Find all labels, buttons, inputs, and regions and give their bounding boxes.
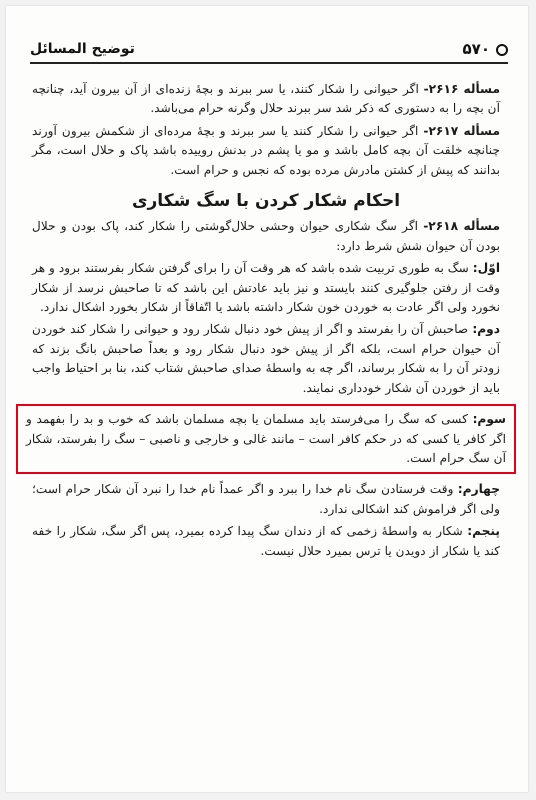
condition-fourth: چهارم: وقت فرستادن سگ نام خدا را ببرد و اگر عمداً نام خدا را نبرد آن شکار حرام است؛ ولی اگر فراموش کند اشکالی ندارد. [32,482,500,516]
page-number: ۵۷۰ [463,40,508,58]
ruling-2616: مسأله ۲۶۱۶- اگر حیوانی را شکار کنند، یا سر ببرند و بچهٔ زنده‌ای از آن بیرون آید، چنانچه آن بچه را به دستوری که ذکر شد سر ببرند حلال وگرنه حرام می‌باشد. [32,82,501,116]
book-title: توضیح المسائل [30,41,135,57]
ruling-2618: مسأله ۲۶۱۸- اگر سگ شکاری حیوان وحشی حلال‌گوشتی را شکار کند، پاک بودن و حلال بودن آن حیوان شش شرط دارد: [32,219,501,253]
book-page [6,6,528,792]
ruling-2617: مسأله ۲۶۱۷- اگر حیوانی را شکار کنند یا سر ببرند و بچهٔ مرده‌ای از شکمش بیرون آورند چنانچه خلقت آن بچه کامل باشد و مو یا پشم در بدنش روییده باشد پاک و حلال است، مگر بدانند که پیش از کشتن مادرش مرده بوده که نجس و حرام است. [32,123,500,177]
circle-ornament-icon [496,44,508,56]
page-header [30,40,508,64]
condition-first: اوّل: سگ به طوری تربیت شده باشد که هر وقت آن را برای گرفتن شکار بفرستند برود و هر وقت از رفتن جلوگیری کنند بایستد و نیز باید عادتش این باشد که تا صاحبش نرسد از شکار نخورد ولی اگر عادت به خوردن خون شکار داشته باشد یا اتّفاقاً از شکار بخورد اشکال ندارد. [32,261,500,315]
page-content [26,80,506,564]
condition-third: سوم: کسی که سگ را می‌فرستد باید مسلمان یا بچه مسلمان باشد که خوب و بد را بفهمد و اگر کافر یا کسی که در حکم کافر است – مانند غالی و خارجی و ناصبی – سگ را بفرستد، شکار آن سگ حرام است. [26,412,506,465]
section-title: احکام شکار کردن با سگ شکاری [131,191,401,212]
condition-fifth: پنجم: شکار به واسطهٔ زخمی که از دندان سگ پیدا کرده بمیرد، پس اگر سگ، شکار را خفه کند یا شکار از دویدن یا ترس بمیرد حلال نیست. [32,524,500,558]
highlight-box [16,404,516,474]
condition-second: دوم: صاحبش آن را بفرستد و اگر از پیش خود دنبال شکار رود و حیوانی را شکار کند خوردن آن حیوان حرام است، بلکه اگر از پیش خود دنبال شکار رود و بعداً صاحبش بانگ بزند که زودتر آن را به شکار برساند، اگر چه به واسطهٔ صدای صاحبش شتاب کند، بنا بر احتیاط واجب باید از خوردن آن شکار خودداری نمایند. [32,322,500,395]
